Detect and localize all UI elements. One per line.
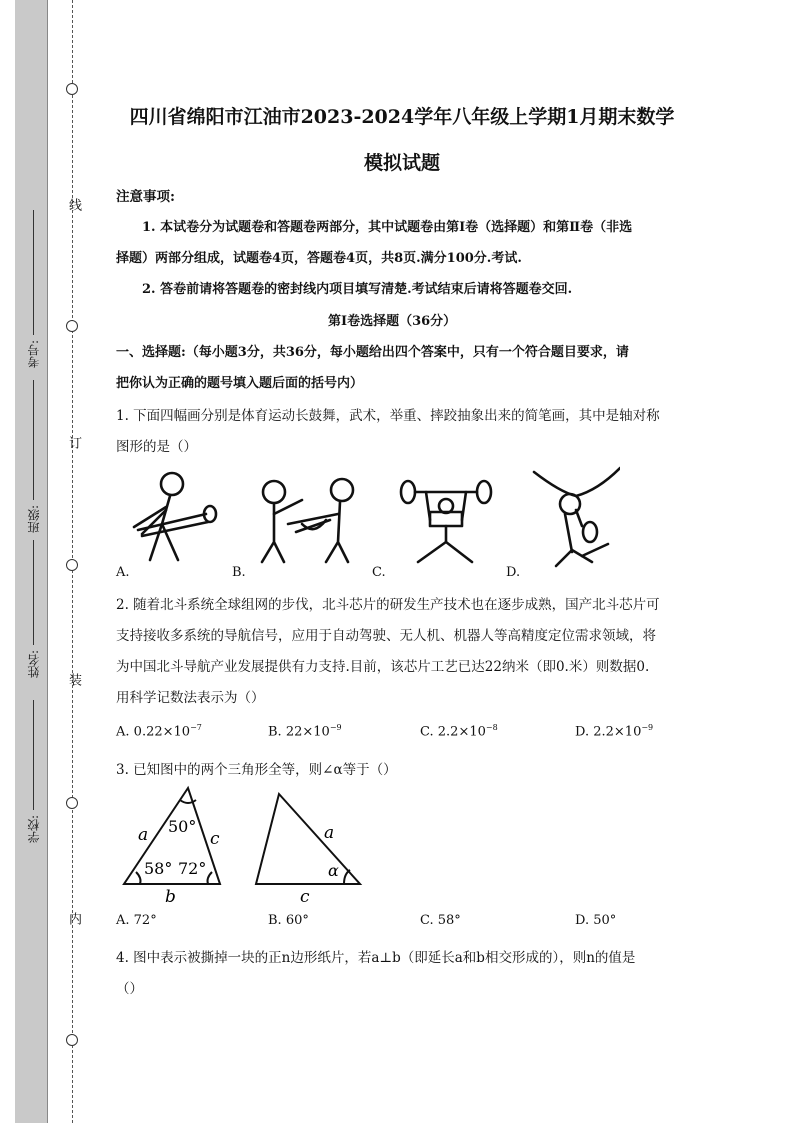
tri2-side-a: a [324,823,335,843]
q2-option-c-exp: −8 [485,723,498,732]
q2-option-a-label: A. [116,724,130,740]
q2-option-d-label: D. [575,724,590,740]
q2-option-c-label: C. [420,724,434,740]
q2-option-d[interactable] [575,723,653,739]
figure-d-wrestling [534,468,620,566]
q2-option-d-exp: −9 [641,723,654,732]
q1-option-b[interactable]: B. [232,565,246,580]
q2-option-c[interactable] [420,723,498,739]
field-school-line[interactable] [33,700,34,810]
q3-option-c[interactable]: C. 58° [420,913,461,928]
q1-text-line2: 图形的是（） [116,439,197,455]
binding-hole [66,83,78,95]
page-title-line2: 模拟试题 [363,152,440,174]
tri1-angle-left: 58° [144,859,173,878]
notice-item1-line1: 1. 本试卷分为试题卷和答题卷两部分，其中试题卷由第Ⅰ卷（选择题）和第Ⅱ卷（非选 [142,220,633,235]
page-title-line1: 四川省绵阳市江油市2023-2024学年八年级上学期1月期末数学 [129,106,675,128]
tri1-angle-right: 72° [178,859,207,878]
q2-option-a[interactable] [116,723,202,739]
section-intro-line1: 一、选择题:（每小题3分，共36分，每小题给出四个答案中，只有一个符合题目要求，请 [116,345,629,360]
field-exam-number-label: 考号: [27,340,41,369]
q2-option-b[interactable] [268,723,342,739]
tri2-side-c: c [300,887,310,907]
field-class-line[interactable] [33,380,34,500]
section-title: 第Ⅰ卷选择题（36分） [328,314,457,329]
q2-option-c-coef: 2.2×10 [437,724,486,740]
q4-text-line1: 4. 图中表示被撕掉一块的正n边形纸片，若a⊥b（即延长a和b相交形成的），则n的值是 [116,950,636,966]
tri1-side-c: c [210,829,220,849]
q1-text-line1: 1. 下面四幅画分别是体育运动长鼓舞，武术，举重、摔跤抽象出来的简笔画，其中是轴对称 [116,408,660,424]
tri1-angle-top: 50° [168,817,197,836]
q2-option-d-coef: 2.2×10 [593,724,642,740]
tri1-side-a: a [138,825,149,845]
notice-heading: 注意事项: [116,189,175,205]
q2-text-line3: 为中国北斗导航产业发展提供有力支持.目前，该芯片工艺已达22纳米（即0.米）则数据0. [116,659,650,675]
notice-item2: 2. 答卷前请将答题卷的密封线内项目填写清楚.考试结束后请将答题卷交回. [142,282,573,297]
binding-char-xian: 线 [66,198,81,211]
q4-text-line2: （） [116,981,143,997]
binding-char-zhuang: 装 [66,673,81,686]
field-school-label: 学校: [27,815,41,844]
tri2-angle-alpha: α [328,861,339,880]
q2-option-b-exp: −9 [329,723,342,732]
field-exam-number-line[interactable] [33,210,34,335]
notice-item1-line2: 择题）两部分组成，试题卷4页，答题卷4页，共8页.满分100分.考试. [116,251,522,266]
q2-text-line1: 2. 随着北斗系统全球组网的步伐，北斗芯片的研发生产技术也在逐步成熟，国产北斗芯片可 [116,597,660,613]
field-class-label: 班级: [27,505,41,534]
q1-option-c[interactable]: C. [372,565,386,580]
q3-option-b[interactable]: B. 60° [268,913,309,928]
binding-char-nei: 内 [66,912,81,925]
q1-option-d[interactable]: D. [506,565,521,580]
field-name-label: 姓名: [27,650,41,679]
q3-text: 3. 已知图中的两个三角形全等，则∠α等于（） [116,762,397,778]
q2-option-a-coef: 0.22×10 [133,724,191,740]
q2-option-b-label: B. [268,724,282,740]
q2-option-b-coef: 22×10 [285,724,330,740]
field-name-line[interactable] [33,540,34,645]
binding-hole [66,1034,78,1046]
binding-hole [66,559,78,571]
q1-option-a[interactable]: A. [116,565,130,580]
binding-hole [66,320,78,332]
q3-triangles [112,782,372,907]
figure-a-drum-dance [134,473,216,560]
q2-option-a-exp: −7 [190,723,202,732]
q3-option-a[interactable]: A. 72° [116,913,157,928]
binding-hole [66,797,78,809]
binding-strip [15,0,48,1123]
q1-stick-figures [120,462,620,572]
figure-b-martial-arts [262,479,353,562]
q2-text-line2: 支持接收多系统的导航信号，应用于自动驾驶、无人机、机器人等高精度定位需求领域，将 [116,628,656,644]
tri1-side-b: b [165,887,176,907]
binding-char-ding: 订 [66,436,81,449]
figure-c-weightlifting [401,481,491,562]
triangle-2 [256,794,360,884]
q3-option-d[interactable]: D. 50° [575,913,617,928]
section-intro-line2: 把你认为正确的题号填入题后面的括号内） [116,376,364,391]
q2-text-line4: 用科学记数法表示为（） [116,690,265,706]
